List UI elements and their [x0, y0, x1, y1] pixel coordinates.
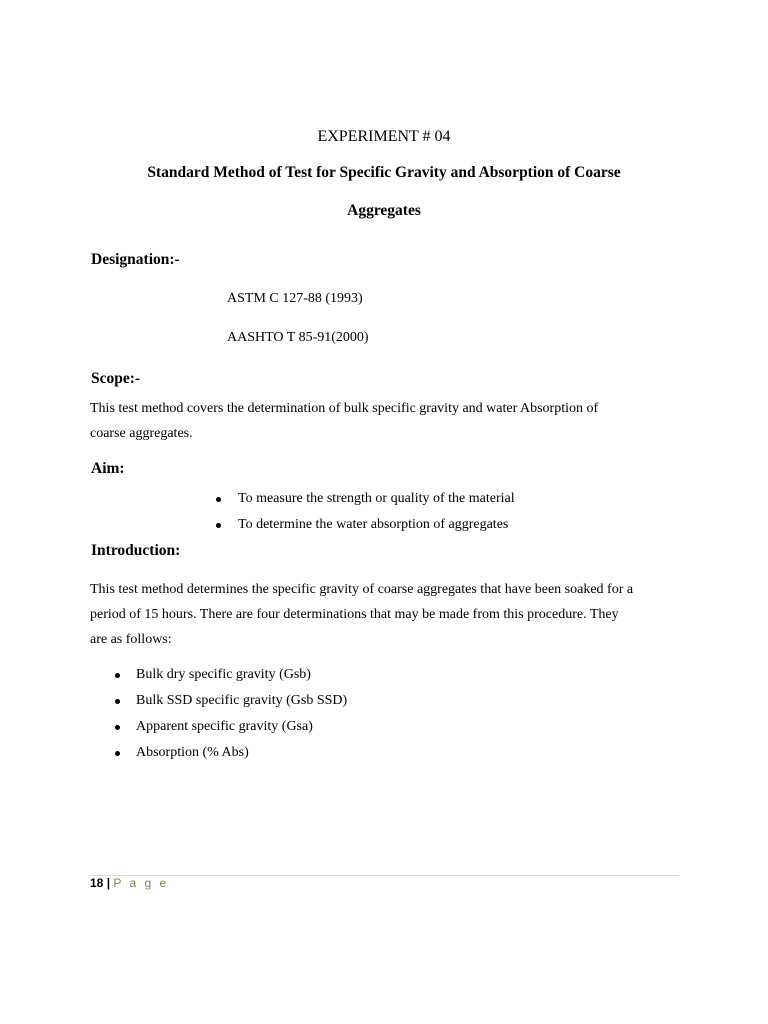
list-item — [136, 666, 347, 692]
bullet-icon — [115, 725, 120, 730]
list-item — [136, 744, 347, 770]
introduction-heading: Introduction: — [91, 542, 181, 559]
bullet-icon — [115, 673, 120, 678]
aim-heading: Aim: — [91, 460, 125, 477]
page-number: 18 — [90, 876, 104, 890]
scope-line-1: This test method covers the determination of bulk specific gravity and water Absorption of — [90, 401, 599, 416]
bullet-icon — [216, 523, 221, 528]
determination-item-text: Bulk SSD specific gravity (Gsb SSD) — [136, 693, 348, 708]
scope-paragraph — [90, 396, 678, 446]
introduction-paragraph — [90, 577, 678, 652]
determination-item-text: Bulk dry specific gravity (Gsb) — [136, 667, 311, 682]
page-label: P a g e — [113, 876, 169, 890]
determination-item-text: Absorption (% Abs) — [136, 745, 249, 760]
main-title-line-2: Aggregates — [347, 202, 421, 219]
footer-divider — [90, 875, 679, 876]
bullet-icon — [115, 699, 120, 704]
introduction-line-1: This test method determines the specific gravity of coarse aggregates that have been soaked for a — [90, 582, 634, 597]
aim-item-text: To measure the strength or quality of the material — [238, 491, 515, 506]
list-item — [136, 718, 347, 744]
bullet-icon — [216, 497, 221, 502]
introduction-line-2: period of 15 hours. There are four determinations that may be made from this procedure. They — [90, 607, 619, 622]
list-item — [136, 692, 347, 718]
designation-aashto: AASHTO T 85-91(2000) — [227, 330, 369, 345]
list-item — [238, 516, 515, 542]
bullet-icon — [115, 751, 120, 756]
aim-list — [238, 490, 515, 542]
determinations-list — [136, 666, 347, 770]
main-title-line-1: Standard Method of Test for Specific Gravity and Absorption of Coarse — [147, 164, 621, 181]
determination-item-text: Apparent specific gravity (Gsa) — [136, 719, 313, 734]
introduction-line-3: are as follows: — [90, 632, 172, 647]
footer-separator: | — [106, 876, 111, 890]
experiment-title: EXPERIMENT # 04 — [317, 128, 451, 145]
page-footer — [90, 876, 169, 890]
scope-line-2: coarse aggregates. — [90, 426, 193, 441]
designation-heading: Designation:- — [91, 251, 180, 268]
aim-item-text: To determine the water absorption of aggregates — [238, 517, 509, 532]
designation-astm: ASTM C 127-88 (1993) — [227, 291, 363, 306]
list-item — [238, 490, 515, 516]
scope-heading: Scope:- — [91, 370, 141, 387]
